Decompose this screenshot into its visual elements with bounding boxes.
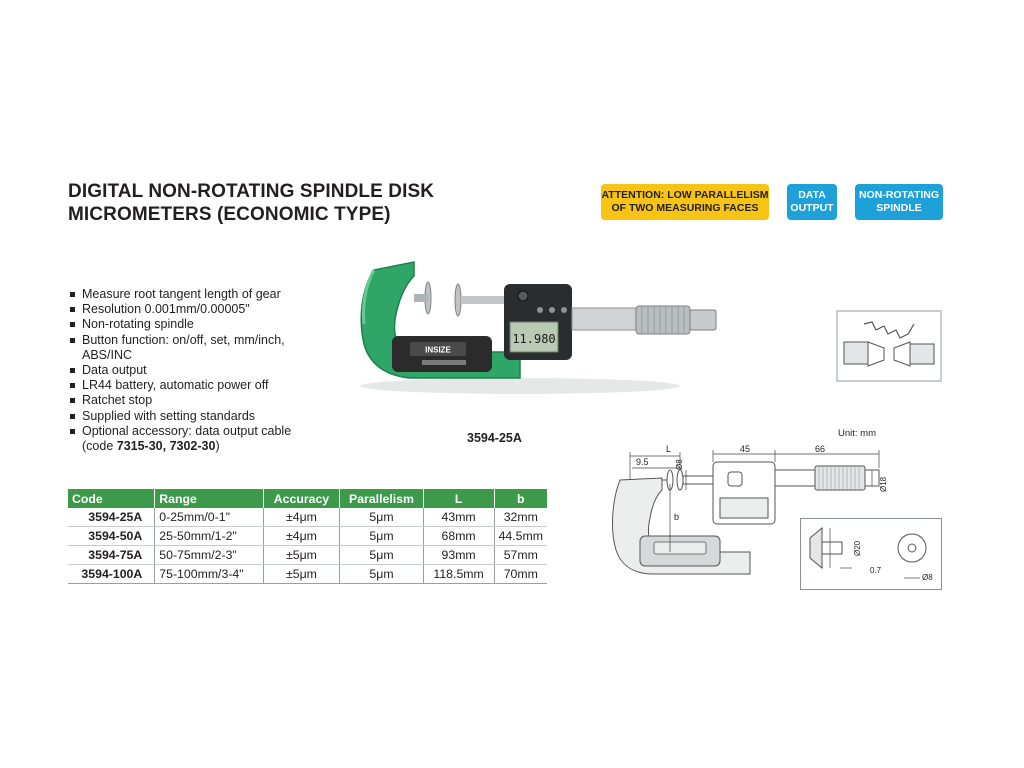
cell-b: 70mm <box>494 565 547 584</box>
non-rotating-spindle-badge <box>855 184 943 220</box>
cell-code: 3594-50A <box>68 527 155 546</box>
cell-parallelism: 5μm <box>340 546 423 565</box>
column-header-code: Code <box>68 489 155 508</box>
cell-accuracy: ±4μm <box>263 527 340 546</box>
dimension-b: b <box>674 512 680 522</box>
attention-badge-line-1: ATTENTION: LOW PARALLELISM <box>601 189 769 201</box>
feature-item <box>68 424 291 454</box>
anvil-stem <box>414 294 428 302</box>
table-row <box>68 565 547 584</box>
data-output-badge <box>787 184 837 220</box>
sleeve <box>572 308 636 330</box>
dimension-d20: Ø20 <box>853 540 862 556</box>
unit-label: Unit: mm <box>838 428 876 439</box>
thimble-outline <box>815 466 865 490</box>
cell-parallelism: 5μm <box>340 508 423 527</box>
feature-item: Resolution 0.001mm/0.00005" <box>68 302 291 317</box>
column-header-accuracy: Accuracy <box>263 489 340 508</box>
lcd-outline <box>720 498 768 518</box>
frame-grip-detail <box>654 542 706 554</box>
feature-text: ABS/INC <box>82 347 133 362</box>
cell-b: 32mm <box>494 508 547 527</box>
specification-table <box>68 489 547 584</box>
title-line-2: MICROMETERS (ECONOMIC TYPE) <box>68 204 391 225</box>
dimension-9-5: 9.5 <box>636 457 649 467</box>
cell-parallelism: 5μm <box>340 527 423 546</box>
cell-range: 25-50mm/1-2" <box>155 527 263 546</box>
dimension-66: 66 <box>815 444 826 454</box>
spindle-outline <box>683 476 713 484</box>
spindle-face <box>910 344 934 364</box>
cell-accuracy: ±4μm <box>263 508 340 527</box>
column-header-l: L <box>423 489 494 508</box>
feature-text: Optional accessory: data output cable <box>82 423 292 438</box>
cell-code: 3594-25A <box>68 508 155 527</box>
cell-parallelism: 5μm <box>340 565 423 584</box>
disk-shaft <box>822 542 842 554</box>
disk-detail-diagram <box>800 518 942 590</box>
non-rotating-badge-line-1: NON-ROTATING <box>858 189 940 201</box>
head-button-outline-icon <box>728 472 742 486</box>
dimension-d8-detail: Ø8 <box>922 573 933 582</box>
button-set-icon <box>549 307 555 313</box>
button-mode-icon <box>561 307 567 313</box>
feature-text: Button function: on/off, set, mm/inch, <box>82 332 285 347</box>
page-title <box>68 180 434 226</box>
data-output-badge-line-2: OUTPUT <box>790 202 834 214</box>
cell-l: 68mm <box>423 527 494 546</box>
spindle-disk <box>455 284 461 316</box>
dimension-0-7: 0.7 <box>870 566 882 575</box>
feature-text: (code <box>82 439 117 454</box>
column-header-range: Range <box>155 489 263 508</box>
non-rotating-badge-line-2: SPINDLE <box>876 202 922 214</box>
dimension-45: 45 <box>740 444 751 454</box>
anvil-face <box>844 342 868 364</box>
cell-accuracy: ±5μm <box>263 565 340 584</box>
photo-shadow <box>360 378 680 394</box>
cell-l: 93mm <box>423 546 494 565</box>
sleeve-outline <box>775 470 815 486</box>
dimension-l: L <box>666 444 672 454</box>
cell-l: 118.5mm <box>423 565 494 584</box>
accessory-codes: 7315-30, 7302-30 <box>116 439 216 454</box>
feature-list <box>68 287 291 454</box>
table-row <box>68 527 547 546</box>
ratchet-stop <box>690 310 716 330</box>
feature-item: Non-rotating spindle <box>68 317 291 332</box>
feature-item: LR44 battery, automatic power off <box>68 378 291 393</box>
thimble <box>636 306 690 334</box>
cell-l: 43mm <box>423 508 494 527</box>
cell-range: 75-100mm/3-4" <box>155 565 263 584</box>
spindle-disk-outline <box>677 470 683 490</box>
cell-code: 3594-100A <box>68 565 155 584</box>
cell-accuracy: ±5μm <box>263 546 340 565</box>
title-line-1: DIGITAL NON-ROTATING SPINDLE DISK <box>68 181 435 202</box>
dimension-d8: Ø8 <box>675 459 684 470</box>
brand-logo: INSIZE <box>425 345 451 355</box>
cell-b: 57mm <box>494 546 547 565</box>
micrometer-photo <box>340 248 730 398</box>
photo-caption: 3594-25A <box>467 431 522 445</box>
feature-item <box>68 333 291 363</box>
cell-b: 44.5mm <box>494 527 547 546</box>
cell-code: 3594-75A <box>68 546 155 565</box>
disk-hub <box>908 544 916 552</box>
feature-text: ) <box>215 439 220 454</box>
feature-item: Measure root tangent length of gear <box>68 287 291 302</box>
button-on-off-icon <box>537 307 543 313</box>
table-row <box>68 508 547 527</box>
spec-label <box>422 360 466 365</box>
dimension-d18: Ø18 <box>879 476 888 492</box>
head-button-icon <box>518 291 528 301</box>
feature-item: Data output <box>68 363 291 378</box>
table-row <box>68 546 547 565</box>
column-header-parallelism: Parallelism <box>340 489 423 508</box>
cell-range: 0-25mm/0-1" <box>155 508 263 527</box>
gear-measurement-diagram <box>836 310 942 382</box>
attention-badge <box>601 184 769 220</box>
attention-badge-line-2: OF TWO MEASURING FACES <box>611 202 759 214</box>
table-header-row <box>68 489 547 508</box>
column-header-b: b <box>494 489 547 508</box>
feature-item: Supplied with setting standards <box>68 409 291 424</box>
cell-range: 50-75mm/2-3" <box>155 546 263 565</box>
lcd-reading: 11.980 <box>512 332 556 346</box>
feature-item: Ratchet stop <box>68 393 291 408</box>
data-output-badge-line-1: DATA <box>798 189 826 201</box>
